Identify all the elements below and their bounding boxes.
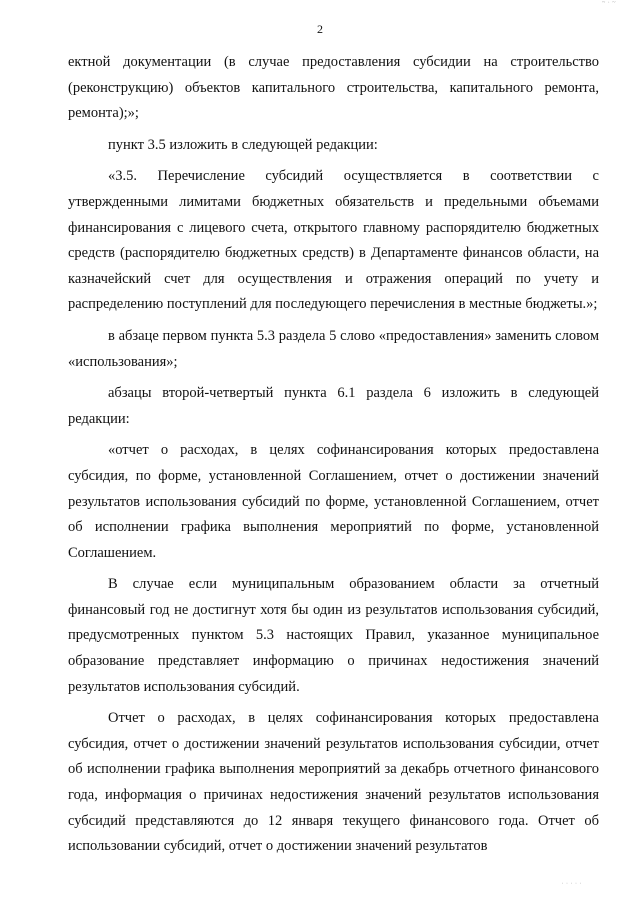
scan-corner-mark-top: ~ · ~ bbox=[602, 0, 616, 6]
paragraph-clause-3-5-text: «3.5. Перечисление субсидий осуществляется в соответствии с утвержденными лимитами бюджетных обязательств и предельными объемами финансирования с лицевого счета, открытого главному распорядителю бюджетных средств (распорядителю бюджетных средств) в Департаменте финансов области, на казначейский счет для осуществления и отражения операций по учету и распределению поступлений для последующего перечисления в местные бюджеты.»; bbox=[68, 168, 599, 313]
page-number: 2 bbox=[317, 22, 323, 36]
document-body bbox=[68, 50, 599, 866]
paragraph-continuation: ектной документации (в случае предоставления субсидии на строительство (реконструкцию) объектов капитального строительства, капитального ремонта, ремонта);»; bbox=[68, 54, 599, 122]
paragraph-clause-5-3-amendment: в абзаце первом пункта 5.3 раздела 5 слово «предоставления» заменить словом «использования»; bbox=[68, 327, 599, 370]
paragraph-clause-3-5-intro: пункт 3.5 изложить в следующей редакции: bbox=[108, 136, 378, 153]
paragraph-clause-6-1-intro: абзацы второй-четвертый пункта 6.1 раздела 6 изложить в следующей редакции: bbox=[68, 385, 599, 427]
paragraph-report-forms: «отчет о расходах, в целях софинансирования которых предоставлена субсидия, по форме, установленной Соглашением, отчет о достижении значений результатов использования субсидий по форме, установленной Соглашением, отчет об исполнении графика выполнения мероприятий по форме, установленной Соглашением. bbox=[68, 442, 599, 561]
paragraph-reporting-deadline: Отчет о расходах, в целях софинансирования которых предоставлена субсидия, отчет о достижении значений результатов использования субсидии, отчет об исполнении графика выполнения мероприятий за декабрь отчетного финансового года, информация о причинах недостижения значений результатов использования субсидий представляются до 12 января текущего финансового года. Отчет об использовании субсидий, отчет о достижении значений результатов bbox=[68, 710, 599, 855]
scan-corner-mark-bottom: · · · · · bbox=[561, 881, 582, 887]
paragraph-non-achievement: В случае если муниципальным образованием области за отчетный финансовый год не достигнут хотя бы один из результатов использования субсидий, предусмотренных пунктом 5.3 настоящих Правил, указанное муниципальное образование представляет информацию о причинах недостижения значений результатов использования субсидий. bbox=[68, 576, 599, 695]
